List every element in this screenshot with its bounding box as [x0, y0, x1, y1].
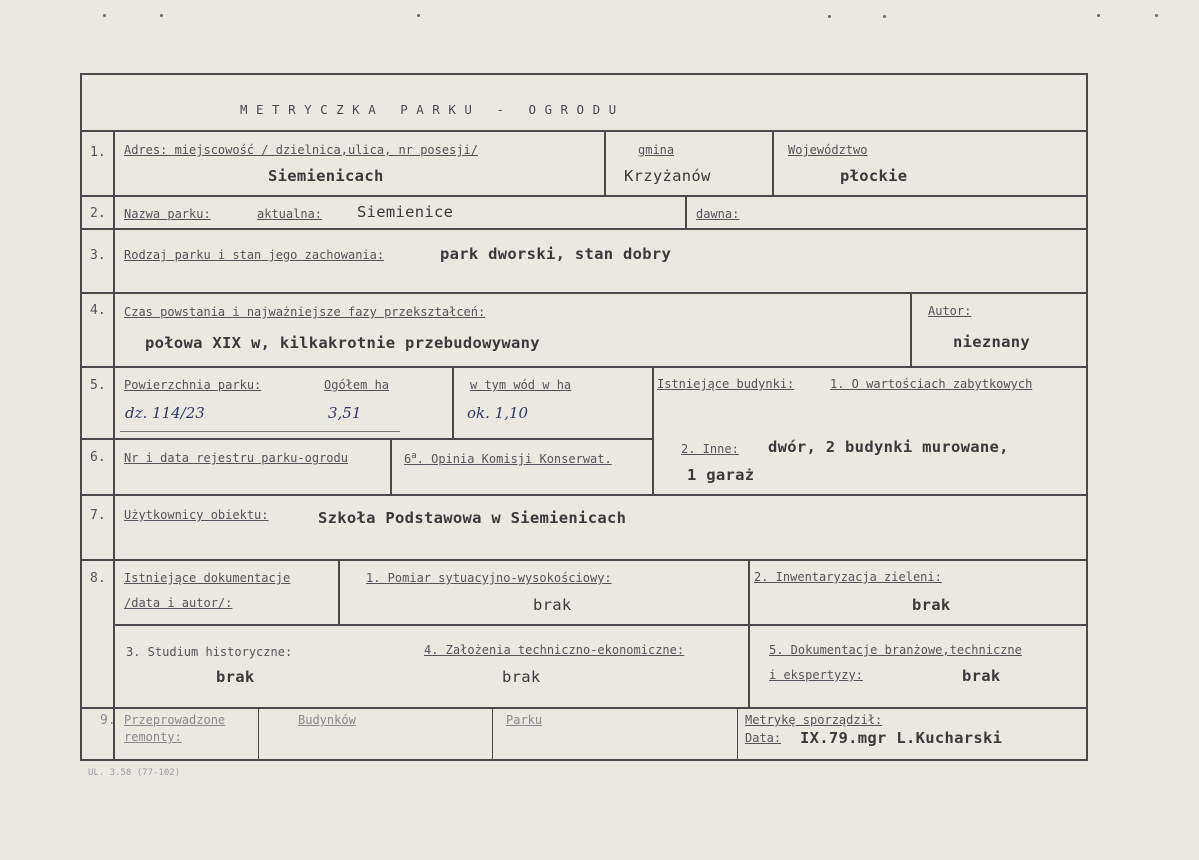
rule-s8-a	[338, 559, 340, 624]
documents-label: Istniejące dokumentacje	[124, 571, 291, 585]
water-area-handwritten: ok. 1,10	[467, 404, 529, 422]
rule-after-s8	[80, 707, 1088, 709]
rule-s9-b	[492, 707, 493, 761]
section-number-4: 4.	[90, 303, 106, 318]
inventory-value: brak	[912, 596, 951, 614]
rule-s6	[390, 438, 392, 494]
renov-buildings-label: Budynków	[298, 713, 356, 727]
renov-park-label: Parku	[506, 713, 543, 727]
scan-speck	[417, 14, 420, 17]
plot-number-handwritten: dz. 114/23	[125, 404, 205, 422]
form-print-code: UL. 3.58 (77-102)	[88, 768, 181, 778]
gmina-label: gmina	[638, 143, 675, 157]
scan-speck	[1097, 14, 1100, 17]
documents-label-2: /data i autor/:	[124, 596, 233, 610]
scan-speck	[103, 14, 106, 17]
section-number-6: 6.	[90, 450, 106, 465]
rule-s4	[910, 292, 912, 366]
area-label: Powierzchnia parku:	[124, 378, 262, 392]
total-area-handwritten: 3,51	[328, 404, 362, 422]
date-label: Data:	[745, 731, 782, 745]
author-label: Autor:	[928, 304, 972, 318]
rule-s1-b	[772, 130, 774, 195]
renovations-label-2: remonty:	[124, 730, 182, 744]
rule-mid-s8	[114, 624, 1088, 626]
rule-s1-a	[604, 130, 606, 195]
rule-s9-a	[258, 707, 259, 761]
current-name-label: aktualna:	[257, 207, 323, 221]
rule-after-s1	[80, 195, 1088, 197]
branch-docs-value: brak	[962, 667, 1001, 685]
origin-label: Czas powstania i najważniejsze fazy przekształceń:	[124, 305, 486, 319]
rule-s9-c	[737, 707, 738, 761]
rule-s8-b	[748, 559, 750, 707]
survey-value: brak	[533, 596, 572, 614]
rule-s5-a	[452, 366, 454, 438]
history-study-value: brak	[216, 668, 255, 686]
section-number-8: 8.	[90, 571, 106, 586]
rule-after-s7	[80, 559, 1088, 561]
form-title: METRYCZKA PARKU - OGRODU	[240, 102, 625, 117]
section-number-3: 3.	[90, 248, 106, 263]
survey-label: 1. Pomiar sytuacyjno-wysokościowy:	[366, 571, 612, 585]
origin-value: połowa XIX w, kilkakrotnie przebudowywany	[145, 334, 540, 352]
park-type-label: Rodzaj parku i stan jego zachowania:	[124, 248, 385, 262]
rule-after-s6	[80, 494, 1088, 496]
scan-speck	[160, 14, 163, 17]
tech-assumptions-value: brak	[502, 668, 541, 686]
park-type-value: park dworski, stan dobry	[440, 245, 672, 263]
opinion-label: 6$^a$. Opinia Komisji Konserwat.	[404, 451, 612, 466]
voivodeship-label: Województwo	[788, 143, 868, 157]
section-number-7: 7.	[90, 508, 106, 523]
park-name-label: Nazwa parku:	[124, 207, 211, 221]
register-label: Nr i data rejestru parku-ogrodu	[124, 451, 348, 465]
rule-after-title	[80, 130, 1088, 132]
rule-after-s3	[80, 292, 1088, 294]
rule-s2	[685, 195, 687, 228]
water-area-label: w tym wód w ha	[470, 378, 572, 392]
section-number-2: 2.	[90, 206, 106, 221]
rule-number-column	[113, 130, 115, 761]
section-number-1: 1.	[90, 145, 106, 160]
buildings-label: Istniejące budynki:	[657, 377, 795, 391]
address-value: Siemienicach	[268, 167, 384, 185]
date-author-value: IX.79.mgr L.Kucharski	[800, 729, 1003, 747]
branch-docs-label-2: i ekspertyzy:	[769, 668, 863, 682]
scan-speck	[883, 15, 886, 18]
garage-value: 1 garaż	[687, 466, 755, 484]
author-value: nieznany	[953, 333, 1031, 351]
rule-s5-b	[652, 366, 654, 494]
gmina-value: Krzyżanów	[624, 167, 711, 185]
prepared-by-label: Metrykę sporządził:	[745, 713, 883, 727]
other-buildings-label: 2. Inne:	[681, 442, 739, 456]
current-name-value: Siemienice	[357, 203, 454, 221]
rule-after-s5	[80, 438, 653, 440]
renovations-label: Przeprowadzone	[124, 713, 226, 727]
inventory-label: 2. Inwentaryzacja zieleni:	[754, 570, 942, 584]
rule-s5-inner	[120, 431, 400, 432]
tech-assumptions-label: 4. Założenia techniczno-ekonomiczne:	[424, 643, 685, 657]
former-name-label: dawna:	[696, 207, 740, 221]
other-buildings-value: dwór, 2 budynki murowane,	[768, 438, 1009, 456]
voivodeship-value: płockie	[840, 167, 908, 185]
total-area-label: Ogółem ha	[324, 378, 390, 392]
section-number-5: 5.	[90, 378, 106, 393]
users-value: Szkoła Podstawowa w Siemienicach	[318, 509, 627, 527]
rule-after-s4	[80, 366, 1088, 368]
history-study-label: 3. Studium historyczne:	[126, 645, 293, 659]
rule-after-s2	[80, 228, 1088, 230]
address-label: Adres: miejscowość / dzielnica,ulica, nr posesji/	[124, 143, 479, 157]
branch-docs-label: 5. Dokumentacje branżowe,techniczne	[769, 643, 1022, 657]
scan-speck	[1155, 14, 1158, 17]
scan-speck	[828, 15, 831, 18]
users-label: Użytkownicy obiektu:	[124, 508, 269, 522]
section-number-9: 9.	[100, 713, 116, 728]
historic-buildings-label: 1. O wartościach zabytkowych	[830, 377, 1033, 391]
